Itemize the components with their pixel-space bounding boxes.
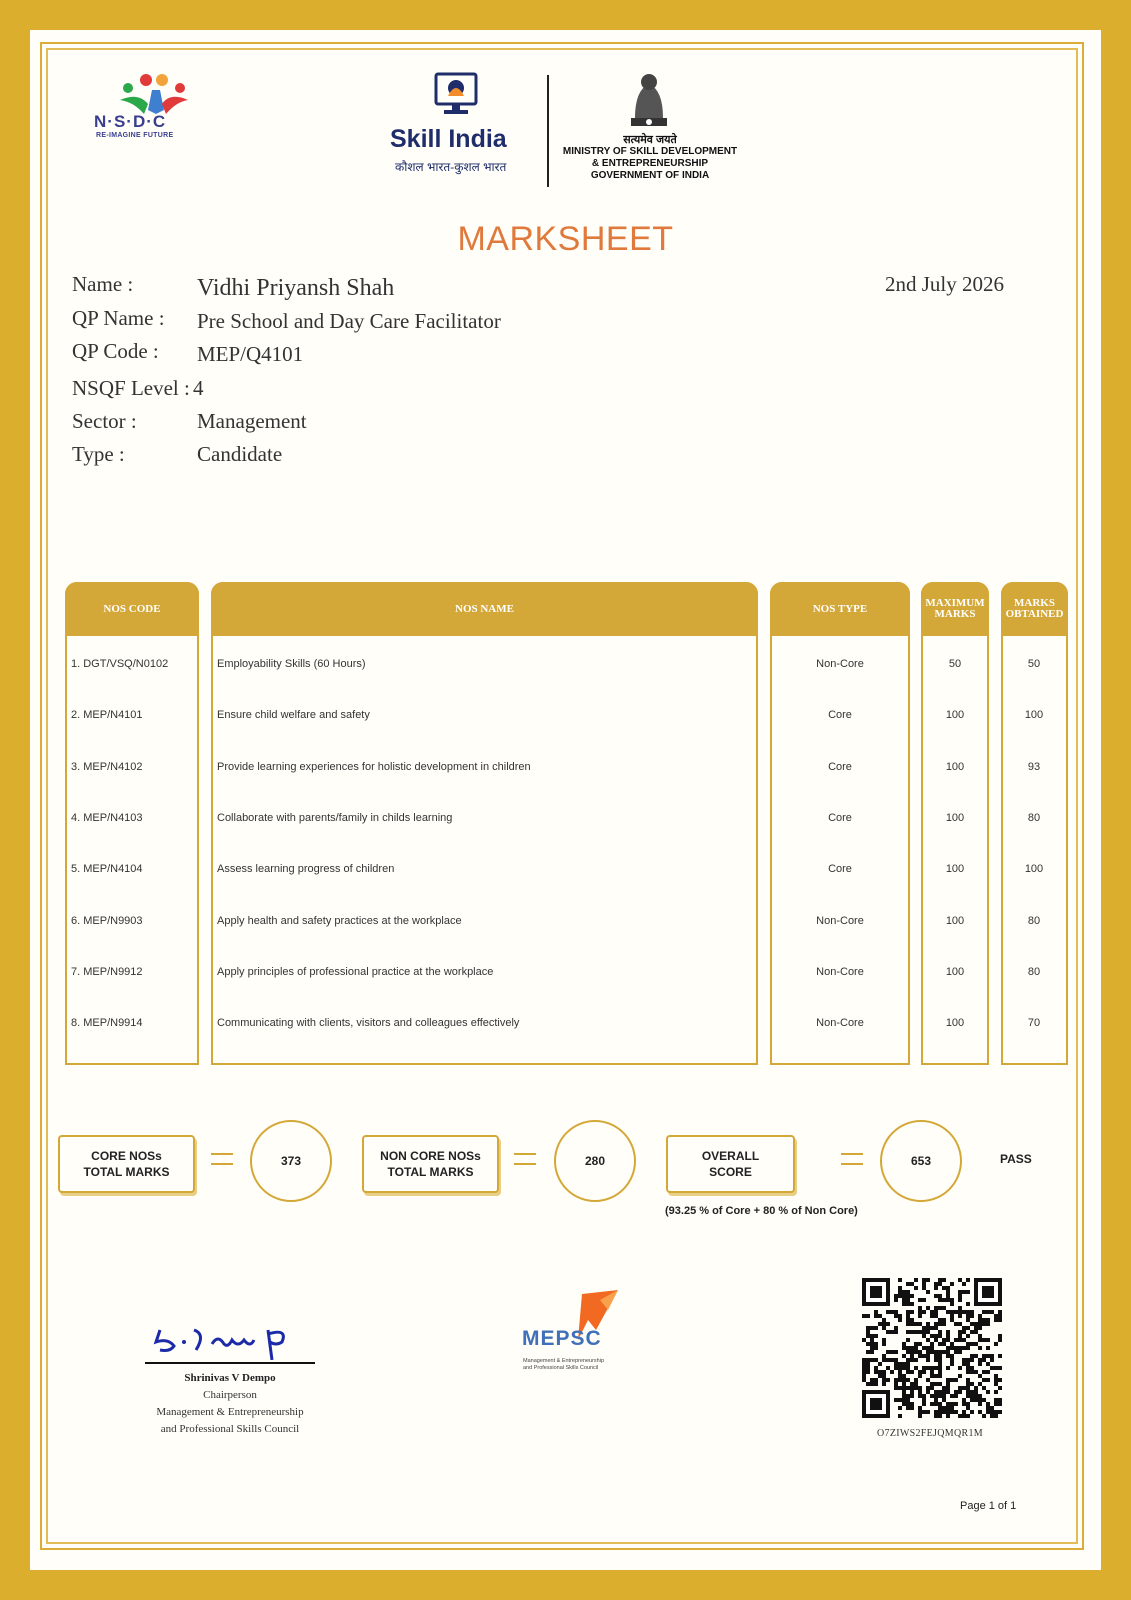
marks-obtained-cell: 70 xyxy=(1027,1017,1041,1030)
emblem-motto: सत्यमेव जयते xyxy=(623,134,677,146)
core-label-line-1: CORE NOSs xyxy=(91,1149,162,1163)
noncore-total-label xyxy=(362,1135,499,1193)
marks-obtained-header xyxy=(1001,582,1068,636)
nsdc-tagline: RE-IMAGINE FUTURE xyxy=(96,132,174,139)
nos-name-cell: Collaborate with parents/family in childs learning xyxy=(217,811,453,824)
equals-icon xyxy=(514,1150,536,1168)
nos-name-cell: Assess learning progress of children xyxy=(217,863,395,876)
nos-type-cell: Core xyxy=(828,760,852,773)
equals-icon xyxy=(211,1150,233,1168)
nos-name-cell: Apply principles of professional practice at the workplace xyxy=(217,965,494,978)
nos-type-header: NOS TYPE xyxy=(770,582,910,636)
nos-name-cell: Provide learning experiences for holistic development in children xyxy=(217,760,531,773)
noncore-total-value: 280 xyxy=(554,1120,636,1202)
nos-name-cell: Communicating with clients, visitors and colleagues effectively xyxy=(217,1017,520,1030)
nos-code-cell: 2. MEP/N4101 xyxy=(71,709,143,722)
core-label-line-2: TOTAL MARKS xyxy=(83,1165,170,1179)
overall-score-value: 653 xyxy=(880,1120,962,1202)
nos-type-cell: Core xyxy=(828,709,852,722)
page-title: MARKSHEET xyxy=(457,220,674,258)
skill-india-tagline: कौशल भारत-कुशल भारत xyxy=(395,160,507,174)
name-value: Vidhi Priyansh Shah xyxy=(197,275,395,301)
name-label: Name : xyxy=(72,272,134,296)
signatory-org-line-2: and Professional Skills Council xyxy=(160,1423,300,1435)
qp-code-label: QP Code : xyxy=(72,339,159,363)
nos-type-cell: Non-Core xyxy=(816,965,864,978)
mepsc-subtitle xyxy=(523,1358,604,1372)
qp-name-label: QP Name : xyxy=(72,306,165,330)
type-value: Candidate xyxy=(197,442,283,466)
skill-india-icon xyxy=(434,72,478,116)
nos-type-cell: Non-Core xyxy=(816,914,864,927)
max-marks-header-line-2: MARKS xyxy=(934,608,976,620)
nsqf-level-value: 4 xyxy=(193,376,204,400)
max-marks-cell: 100 xyxy=(945,1017,965,1030)
mepsc-sub-line-1: Management & Entrepreneurship xyxy=(523,1358,605,1364)
issue-date: 2nd July 2026 xyxy=(885,272,1005,296)
nos-name-cell: Ensure child welfare and safety xyxy=(217,709,370,722)
max-marks-cell: 100 xyxy=(945,709,965,722)
national-emblem-icon xyxy=(625,70,673,132)
nos-name-header: NOS NAME xyxy=(211,582,758,636)
qp-name-value: Pre School and Day Care Facilitator xyxy=(197,309,501,333)
page-number: Page 1 of 1 xyxy=(960,1500,1017,1512)
signature-line xyxy=(145,1362,315,1364)
nos-code-cell: 1. DGT/VSQ/N0102 xyxy=(71,658,169,670)
signatory-org-line-1: Management & Entrepreneurship xyxy=(156,1406,304,1418)
noncore-label-line-1: NON CORE NOSs xyxy=(380,1149,481,1163)
marks-obtained-cell: 50 xyxy=(1027,658,1041,670)
nos-code-cell: 8. MEP/N9914 xyxy=(71,1017,143,1030)
nos-code-cell: 5. MEP/N4104 xyxy=(71,863,143,876)
nos-code-header: NOS CODE xyxy=(65,582,199,636)
marks-obtained-cell: 80 xyxy=(1027,811,1041,824)
qr-code-image xyxy=(862,1278,1002,1418)
nos-name-cell: Employability Skills (60 Hours) xyxy=(217,658,366,670)
nos-code-cell: 4. MEP/N4103 xyxy=(71,811,143,824)
qr-code-text: O7ZIWS2FEJQMQR1M xyxy=(877,1428,983,1439)
ministry-line-3: GOVERNMENT OF INDIA xyxy=(590,170,710,181)
ministry-block xyxy=(560,134,740,182)
type-label: Type : xyxy=(72,442,125,466)
result-status: PASS xyxy=(1000,1152,1032,1166)
max-marks-cell: 100 xyxy=(945,811,965,824)
max-marks-cell: 100 xyxy=(945,914,965,927)
max-marks-cell: 100 xyxy=(945,760,965,773)
nos-code-cell: 6. MEP/N9903 xyxy=(71,914,143,927)
core-total-label xyxy=(58,1135,195,1193)
overall-label-line-1: OVERALL xyxy=(701,1149,760,1163)
signatory-name: Shrinivas V Dempo xyxy=(184,1372,276,1384)
mepsc-sub-line-2: and Professional Skills Council xyxy=(523,1365,599,1371)
qp-code-value: MEP/Q4101 xyxy=(197,342,304,366)
max-marks-header xyxy=(921,582,989,636)
sector-label: Sector : xyxy=(72,409,137,433)
marks-obtained-cell: 100 xyxy=(1024,863,1044,876)
signatory-designation: Chairperson xyxy=(203,1389,257,1401)
signature-image xyxy=(150,1300,320,1360)
marks-obtained-cell: 80 xyxy=(1027,914,1041,927)
core-total-value: 373 xyxy=(250,1120,332,1202)
nos-type-cell: Non-Core xyxy=(816,1017,864,1030)
skill-india-title: Skill India xyxy=(390,125,507,153)
marks-obtained-cell: 100 xyxy=(1024,709,1044,722)
nos-type-cell: Non-Core xyxy=(816,658,864,670)
equals-icon xyxy=(841,1150,863,1168)
noncore-label-line-2: TOTAL MARKS xyxy=(387,1165,474,1179)
max-marks-cell: 100 xyxy=(945,965,965,978)
nos-code-cell: 3. MEP/N4102 xyxy=(71,760,143,773)
max-marks-header-line-1: MAXIMUM xyxy=(925,597,985,609)
nos-type-cell: Core xyxy=(828,811,852,824)
overall-score-label xyxy=(666,1135,795,1193)
mepsc-name: MEPSC xyxy=(522,1327,602,1350)
marks-obtained-header-line-1: MARKS xyxy=(1014,597,1055,609)
marks-obtained-cell: 93 xyxy=(1027,760,1041,773)
nos-code-cell: 7. MEP/N9912 xyxy=(71,965,143,978)
nos-name-cell: Apply health and safety practices at the workplace xyxy=(217,914,462,927)
max-marks-cell: 100 xyxy=(945,863,965,876)
nsdc-letters: N·S·D·C xyxy=(94,112,167,131)
overall-label-line-2: SCORE xyxy=(709,1165,752,1179)
nsqf-level-label: NSQF Level : xyxy=(72,376,190,400)
signatory-block xyxy=(140,1370,320,1438)
score-note: (93.25 % of Core + 80 % of Non Core) xyxy=(665,1205,858,1217)
ministry-line-2: & ENTREPRENEURSHIP xyxy=(591,158,709,169)
ministry-line-1: MINISTRY OF SKILL DEVELOPMENT xyxy=(562,146,738,157)
sector-value: Management xyxy=(197,409,307,433)
logo-divider xyxy=(547,75,549,187)
nos-type-cell: Core xyxy=(828,863,852,876)
marks-obtained-cell: 80 xyxy=(1027,965,1041,978)
marks-obtained-header-line-2: OBTAINED xyxy=(1005,608,1064,620)
max-marks-cell: 50 xyxy=(948,658,962,670)
